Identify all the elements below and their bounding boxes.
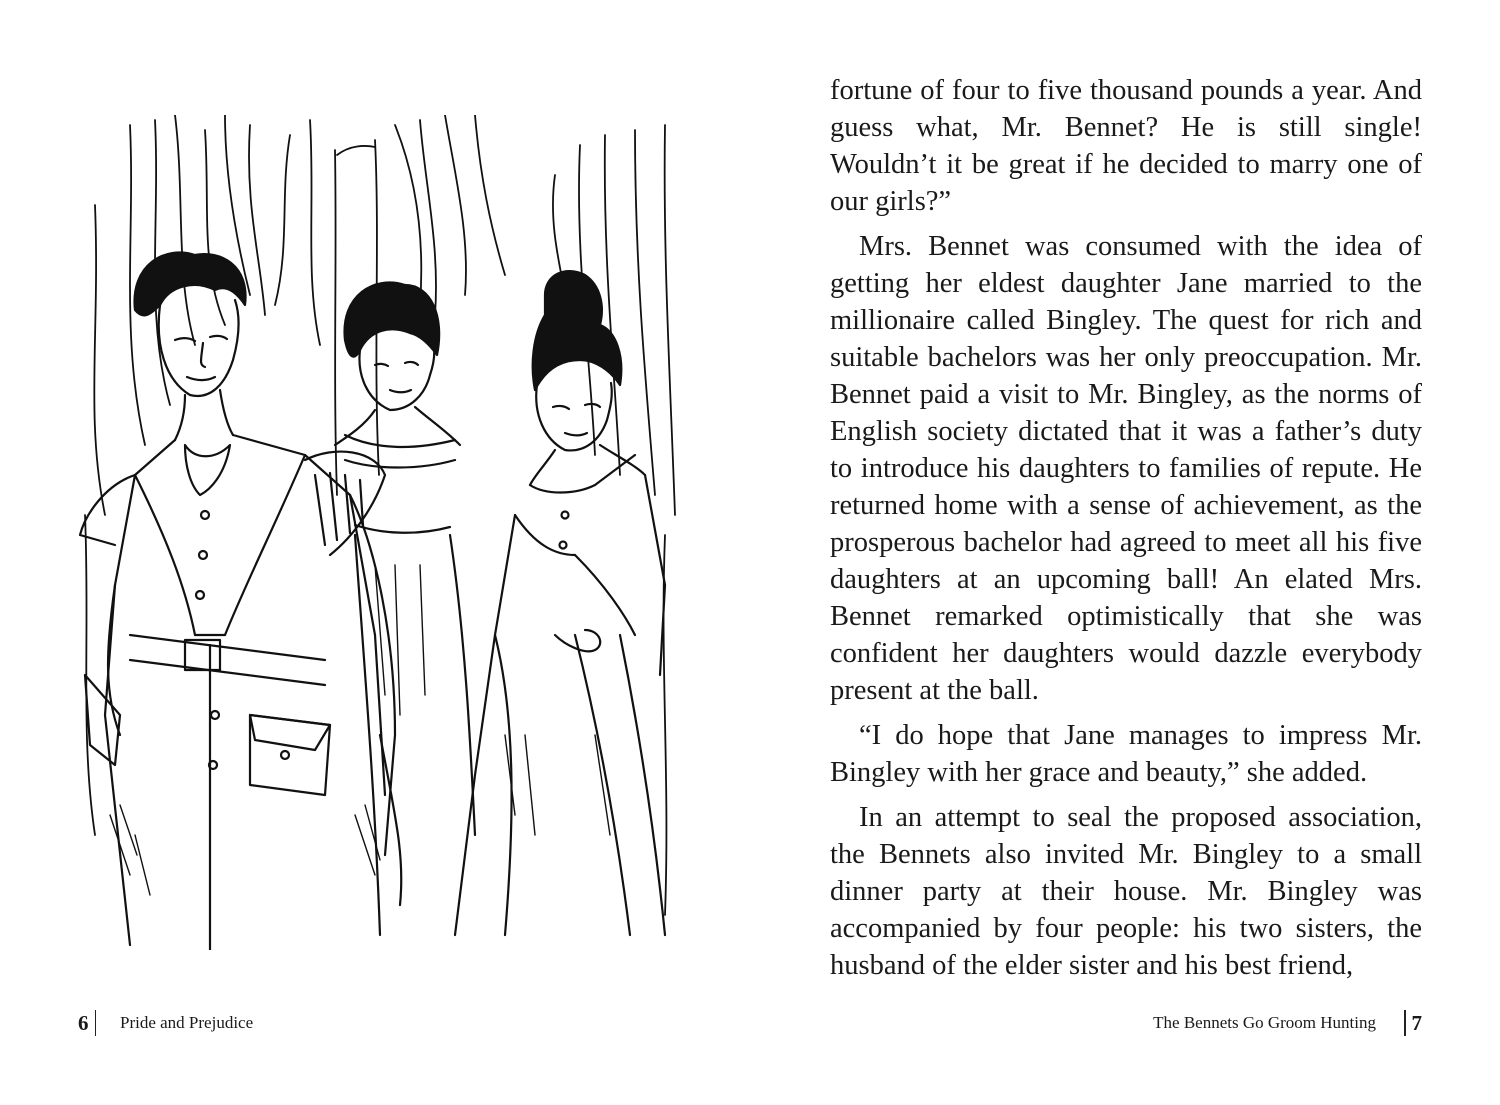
right-page-number: 7 bbox=[1411, 1010, 1422, 1035]
paragraph-1: fortune of four to five thousand pounds a year. And guess what, Mr. Bennet? He is still single! Wouldn’t it be great if he decided to marry one of our girls?” bbox=[830, 75, 1422, 217]
body-text bbox=[830, 72, 1422, 984]
figure-woman-right bbox=[455, 271, 665, 935]
left-running-title: Pride and Prejudice bbox=[120, 1013, 254, 1032]
paragraph-2: Mrs. Bennet was consumed with the idea of getting her eldest daughter Jane married to the millionaire called Bingley. The quest for rich and suitable bachelors was her only preoccupation. Mr. Bennet paid a visit to Mr. Bingley, as the norms of English society dictated that it was a father’s duty to introduce his daughters to families of repute. He returned home with a sense of achievement, as the prosperous bachelor had agreed to meet all his five daughters at an upcoming ball! An elated Mrs. Bennet remarked optimistically that she was confident her daughters would dazzle everybody present at the ball. bbox=[830, 231, 1422, 706]
right-page bbox=[750, 0, 1500, 1105]
figure-woman-middle bbox=[335, 282, 475, 935]
right-footer bbox=[1153, 1010, 1422, 1036]
curtain-drapery bbox=[85, 115, 675, 915]
right-running-title: The Bennets Go Groom Hunting bbox=[1153, 1013, 1376, 1032]
illustration-three-figures bbox=[75, 115, 685, 950]
left-page-number: 6 bbox=[78, 1010, 89, 1035]
paragraph-3: “I do hope that Jane manages to impress Mr. Bingley with her grace and beauty,” she added. bbox=[830, 720, 1422, 788]
folio-divider bbox=[95, 1010, 97, 1036]
folio-divider bbox=[1404, 1010, 1406, 1036]
paragraph-4: In an attempt to seal the proposed association, the Bennets also invited Mr. Bingley to a small dinner party at their house. Mr. Bingley was accompanied by four people: his two sisters, the husband of the elder sister and his best friend, bbox=[830, 802, 1422, 981]
left-footer bbox=[78, 1010, 253, 1036]
